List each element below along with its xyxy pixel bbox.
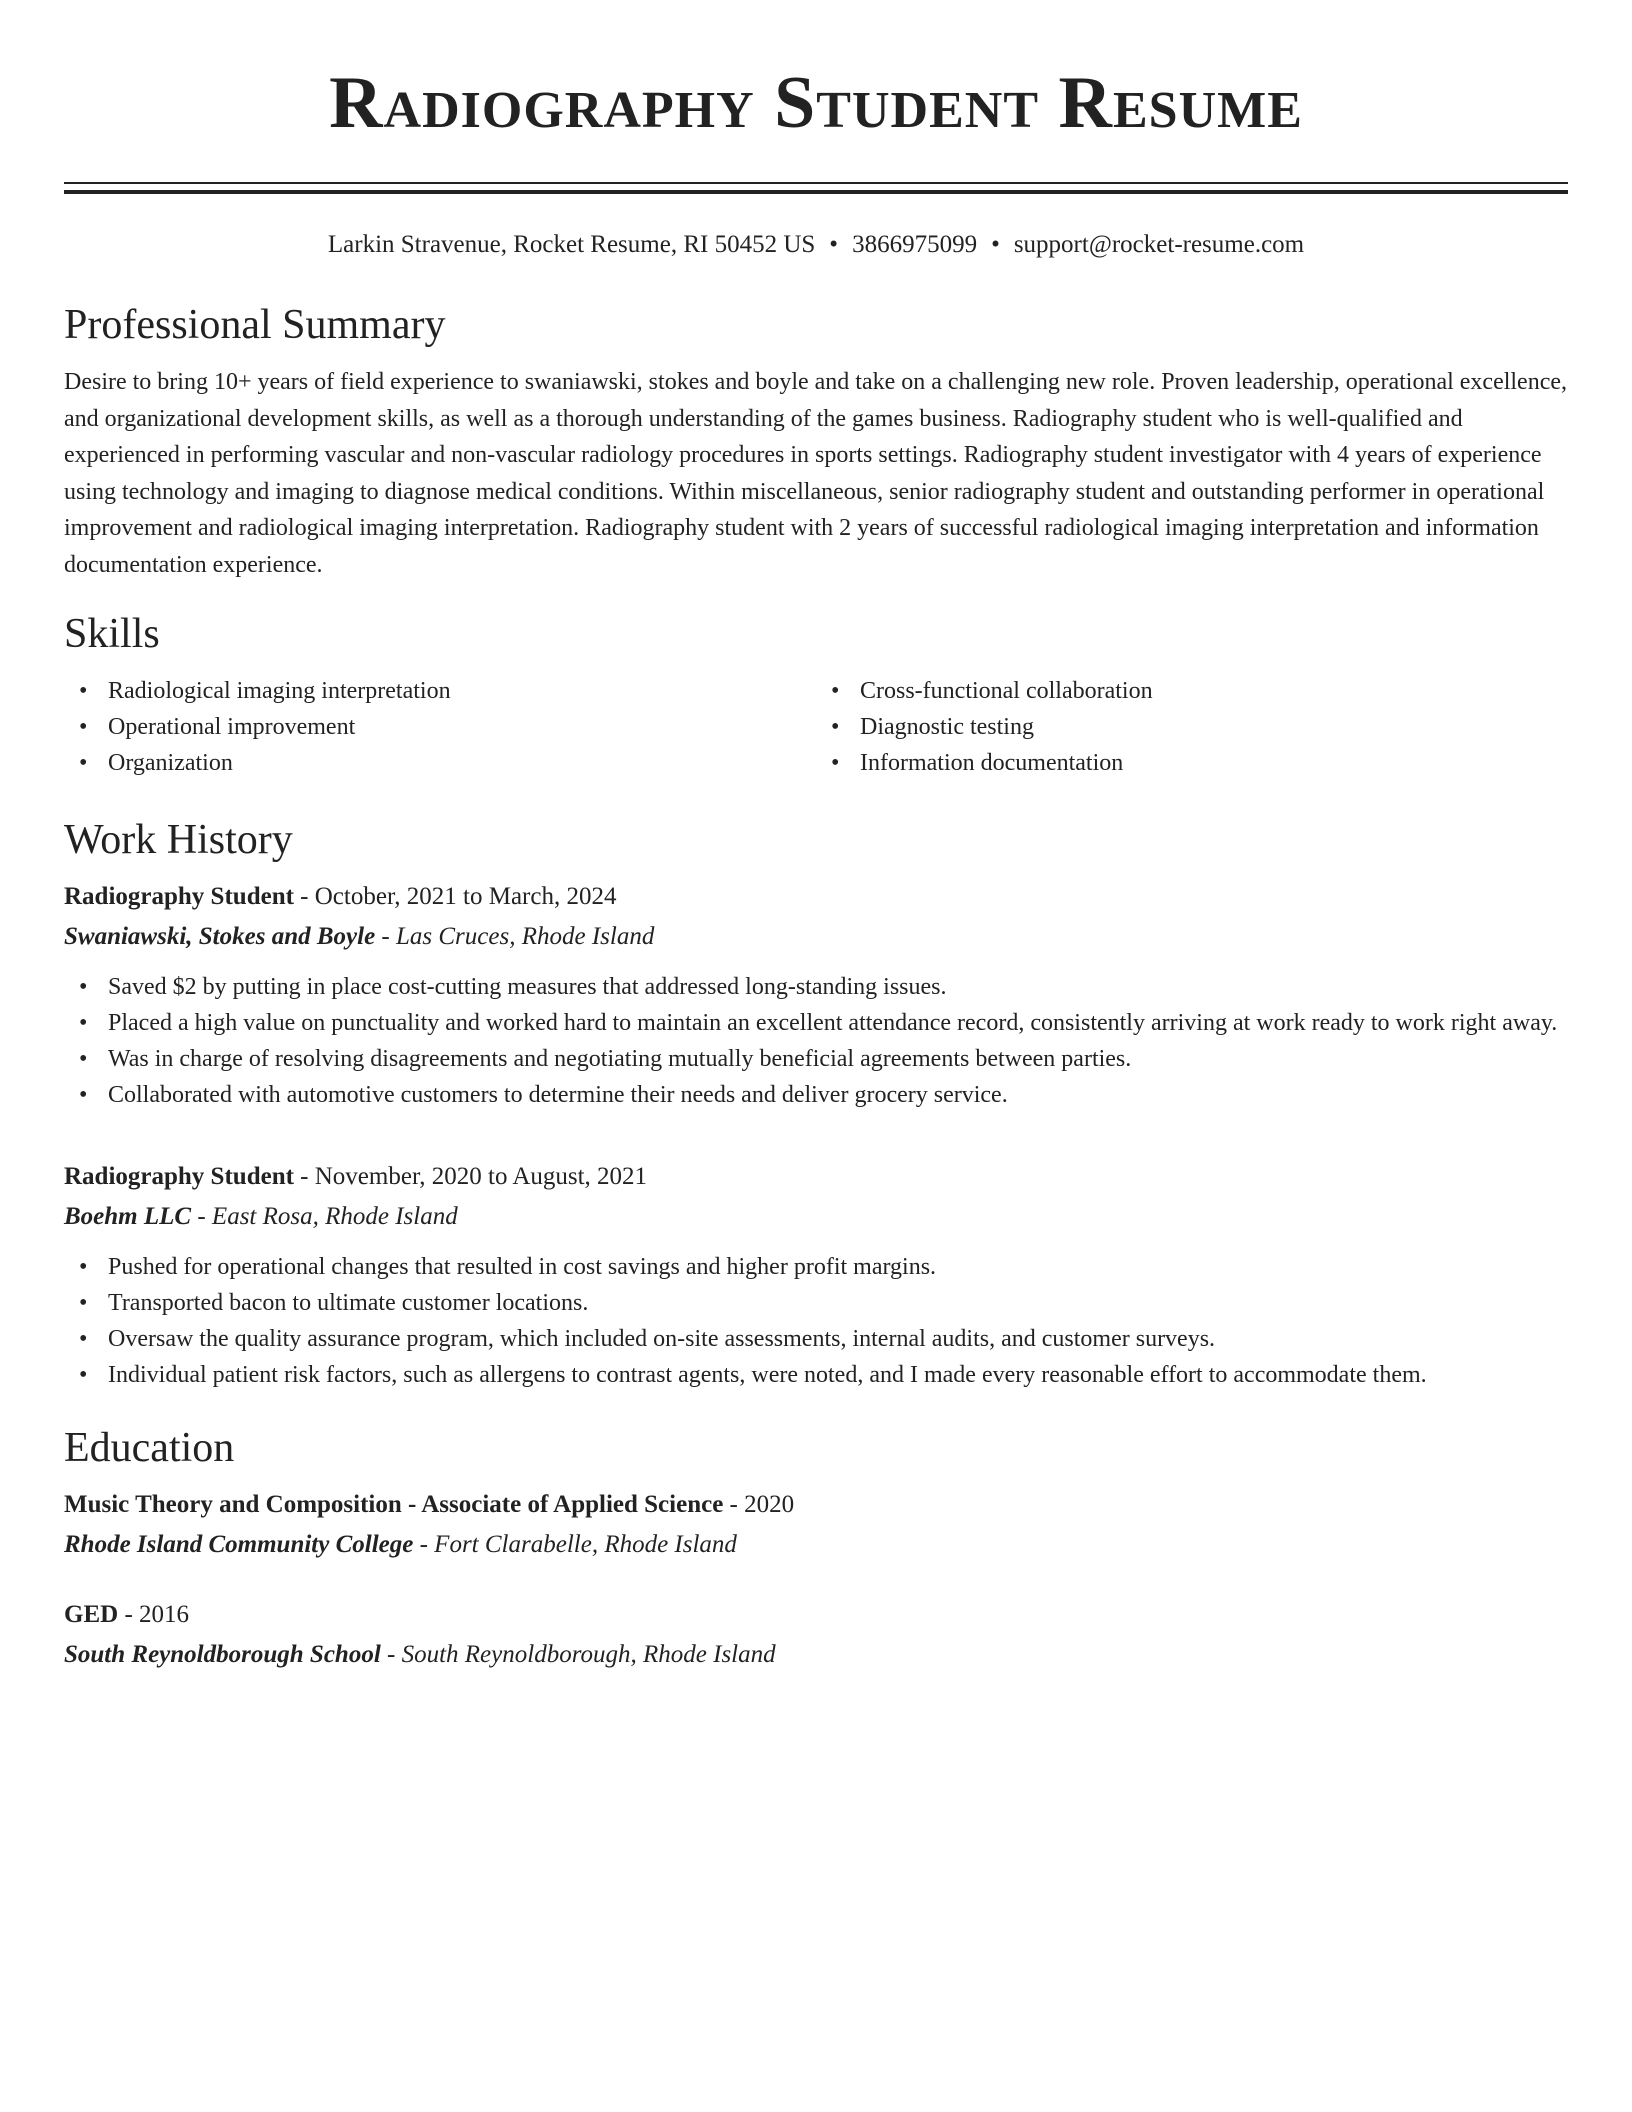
job-bullet-text: Transported bacon to ultimate customer locations.: [108, 1290, 589, 1316]
work-history-heading: Work History: [64, 817, 293, 863]
education-degree-line: [64, 1485, 1568, 1525]
skills-column-right: [816, 673, 1568, 781]
skill-label: Organization: [108, 750, 233, 776]
job-bullets: [64, 1249, 1568, 1393]
job-location: - Las Cruces, Rhode Island: [375, 923, 655, 950]
skill-label: Diagnostic testing: [860, 714, 1034, 740]
skill-item: [64, 745, 816, 781]
job-location: - East Rosa, Rhode Island: [191, 1203, 458, 1230]
bullet-icon: •: [79, 1082, 88, 1108]
job-bullet: [64, 1285, 1568, 1321]
resume-title: Radiography Student Resume: [329, 62, 1303, 144]
contact-separator: •: [991, 231, 1000, 258]
bullet-icon: •: [831, 714, 840, 740]
job-bullet: [64, 1041, 1568, 1077]
job-bullet-text: Individual patient risk factors, such as allergens to contrast agents, were noted, and I made every reasonable effort to accommodate them.: [108, 1362, 1427, 1388]
skill-item: [64, 709, 816, 745]
contact-email: support@rocket-resume.com: [1013, 231, 1305, 258]
bullet-icon: •: [79, 1290, 88, 1316]
job-title-line: [64, 1157, 1568, 1197]
bullet-icon: •: [79, 974, 88, 1000]
education-heading: Education: [64, 1425, 235, 1471]
bullet-icon: •: [79, 678, 88, 704]
job-bullet-text: Pushed for operational changes that resulted in cost savings and higher profit margins.: [108, 1254, 937, 1280]
education-location: - Fort Clarabelle, Rhode Island: [413, 1531, 737, 1558]
bullet-icon: •: [79, 750, 88, 776]
job-company: Boehm LLC: [64, 1203, 192, 1230]
bullet-icon: •: [831, 678, 840, 704]
job-bullet-text: Placed a high value on punctuality and worked hard to maintain an excellent attendance record, consistently arriving at work ready to work right away.: [108, 1010, 1558, 1036]
skill-label: Information documentation: [860, 750, 1124, 776]
education-school: Rhode Island Community College: [64, 1531, 414, 1558]
summary-text: Desire to bring 10+ years of field experience to swaniawski, stokes and boyle and take on a challenging new role. Proven leadership, operational excellence, and organizational development skills, as well as a thorough understanding of the games business. Radiography student who is well-qualified and experienced in performing vascular and non-vascular radiology procedures in sports settings. Radiography student investigator with 4 years of experience using technology and imaging to diagnose medical conditions. Within miscellaneous, senior radiography student and outstanding performer in operational improvement and radiological imaging interpretation. Radiography student with 2 years of successful radiological imaging interpretation and information documentation experience.: [64, 369, 1568, 578]
job-entry: [64, 1157, 1568, 1393]
education-entry: [64, 1595, 1568, 1675]
education-entry: [64, 1485, 1568, 1565]
skill-label: Cross-functional collaboration: [860, 678, 1153, 704]
education-school-line: [64, 1635, 1568, 1675]
job-company-line: [64, 1197, 1568, 1237]
job-company: Swaniawski, Stokes and Boyle: [64, 923, 376, 950]
bullet-icon: •: [79, 714, 88, 740]
education-degree: GED: [64, 1601, 119, 1628]
education-year: - 2016: [118, 1601, 190, 1628]
job-title-line: [64, 877, 1568, 917]
skills-column-left: [64, 673, 816, 781]
job-bullet-text: Saved $2 by putting in place cost-cutting measures that addressed long-standing issues.: [108, 974, 947, 1000]
education-degree: Music Theory and Composition - Associate of Applied Science: [64, 1491, 724, 1518]
job-dates: - November, 2020 to August, 2021: [293, 1163, 648, 1190]
contact-line: [64, 228, 1568, 262]
job-bullet: [64, 969, 1568, 1005]
bullet-icon: •: [831, 750, 840, 776]
education-year: - 2020: [723, 1491, 795, 1518]
job-title: Radiography Student: [64, 883, 294, 910]
contact-phone: 3866975099: [852, 231, 978, 258]
job-bullets: [64, 969, 1568, 1113]
education-school: South Reynoldborough School: [64, 1641, 381, 1668]
bullet-icon: •: [79, 1362, 88, 1388]
bullet-icon: •: [79, 1254, 88, 1280]
skill-item: [816, 709, 1568, 745]
job-bullet: [64, 1077, 1568, 1113]
job-company-line: [64, 917, 1568, 957]
bullet-icon: •: [79, 1046, 88, 1072]
skill-label: Operational improvement: [108, 714, 356, 740]
skill-label: Radiological imaging interpretation: [108, 678, 451, 704]
contact-address: Larkin Stravenue, Rocket Resume, RI 50452 US: [327, 231, 816, 258]
skills-heading: Skills: [64, 611, 160, 657]
summary-heading: Professional Summary: [64, 302, 446, 348]
job-bullet: [64, 1357, 1568, 1393]
skills-grid: [64, 673, 1568, 781]
job-bullet: [64, 1249, 1568, 1285]
title-rule-thick: [64, 190, 1568, 194]
bullet-icon: •: [79, 1010, 88, 1036]
skill-item: [64, 673, 816, 709]
job-dates: - October, 2021 to March, 2024: [293, 883, 617, 910]
job-bullet: [64, 1321, 1568, 1357]
job-bullet: [64, 1005, 1568, 1041]
education-degree-line: [64, 1595, 1568, 1635]
skill-item: [816, 673, 1568, 709]
education-location: - South Reynoldborough, Rhode Island: [380, 1641, 776, 1668]
education-school-line: [64, 1525, 1568, 1565]
job-bullet-text: Was in charge of resolving disagreements and negotiating mutually beneficial agreements between parties.: [108, 1046, 1132, 1072]
job-title: Radiography Student: [64, 1163, 294, 1190]
job-bullet-text: Oversaw the quality assurance program, which included on-site assessments, internal audits, and customer surveys.: [108, 1326, 1216, 1352]
title-rule-thin: [64, 182, 1568, 184]
skill-item: [816, 745, 1568, 781]
job-bullet-text: Collaborated with automotive customers to determine their needs and deliver grocery service.: [108, 1082, 1008, 1108]
contact-separator: •: [829, 231, 839, 258]
bullet-icon: •: [79, 1326, 88, 1352]
job-entry: [64, 877, 1568, 1113]
